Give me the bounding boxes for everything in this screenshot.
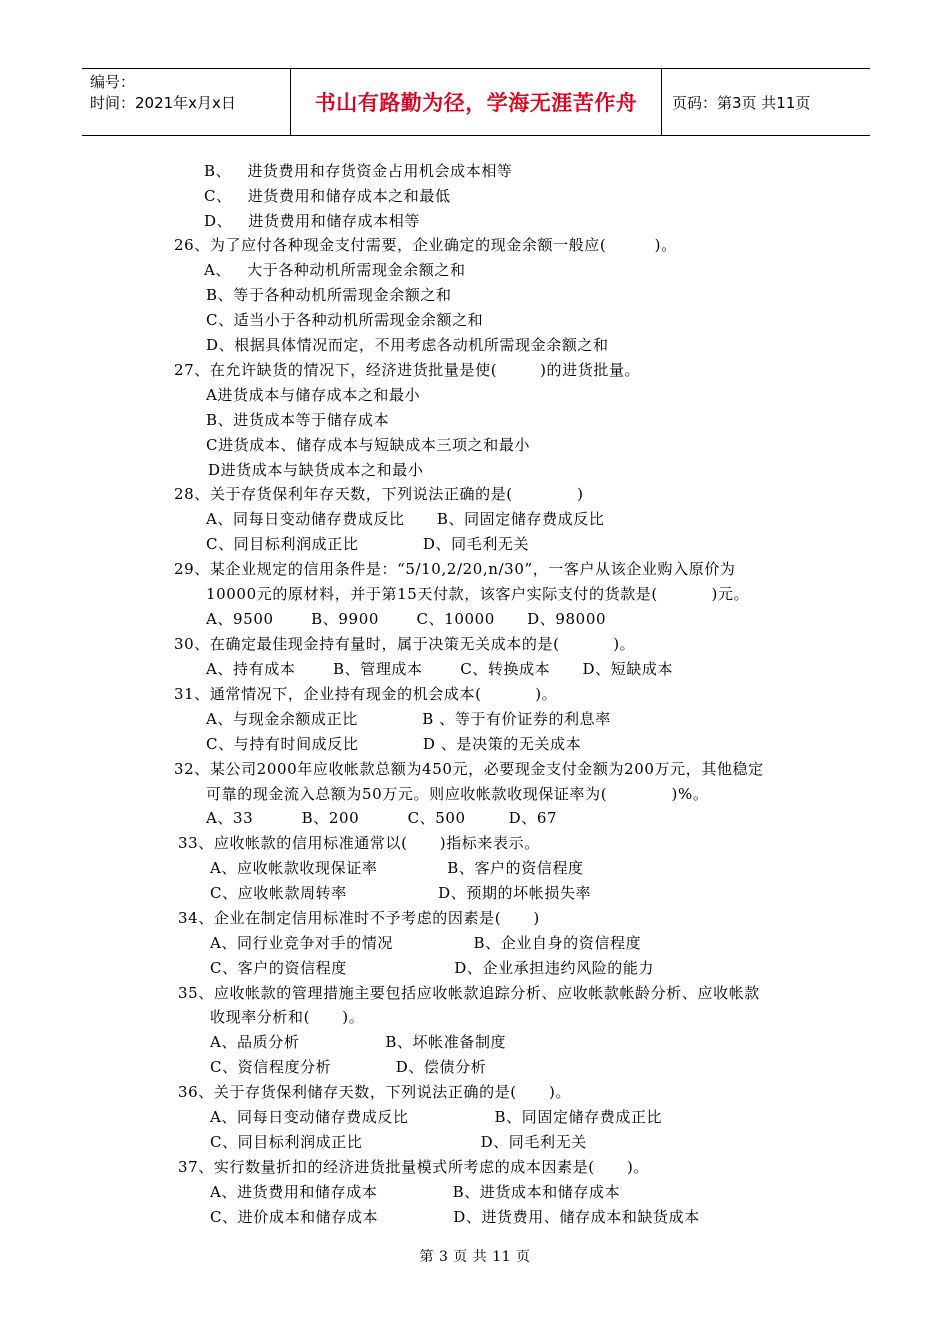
option-line: D、根据具体情况而定，不用考虑各动机所需现金余额之和 bbox=[206, 336, 609, 354]
document-number-label: 编号： bbox=[90, 73, 136, 91]
option-line: B、等于各种动机所需现金余额之和 bbox=[206, 286, 452, 304]
option-line: D进货成本与缺货成本之和最小 bbox=[208, 461, 424, 479]
question-line: 28、关于存货保利年存天数，下列说法正确的是( ) bbox=[174, 485, 584, 503]
option-line: C、 进货费用和储存成本之和最低 bbox=[204, 187, 451, 205]
option-line: C进货成本、储存成本与短缺成本三项之和最小 bbox=[206, 436, 531, 454]
option-line: A进货成本与储存成本之和最小 bbox=[206, 386, 421, 404]
option-line: D、 进货费用和储存成本相等 bbox=[204, 212, 420, 230]
option-line: C、客户的资信程度 D、企业承担违约风险的能力 bbox=[210, 959, 655, 977]
question-line: 31、通常情况下，企业持有现金的机会成本( )。 bbox=[174, 685, 558, 703]
option-line: C、适当小于各种动机所需现金余额之和 bbox=[206, 311, 484, 329]
option-line: B、 进货费用和存货资金占用机会成本相等 bbox=[204, 162, 513, 180]
option-line: A、品质分析 B、坏帐准备制度 bbox=[210, 1033, 507, 1051]
option-line: A、同每日变动储存费成反比 B、同固定储存费成正比 bbox=[210, 1108, 663, 1126]
option-line: A、进货费用和储存成本 B、进货成本和储存成本 bbox=[210, 1183, 621, 1201]
option-line: C、进价成本和储存成本 D、进货费用、储存成本和缺货成本 bbox=[210, 1208, 700, 1226]
question-line: 29、某企业规定的信用条件是：“5/10,2/20,n/30”，一客户从该企业购入原价为 bbox=[174, 560, 736, 578]
question-line: 27、在允许缺货的情况下，经济进货批量是使( )的进货批量。 bbox=[174, 361, 641, 379]
option-line: A、同每日变动储存费成反比 B、同固定储存费成反比 bbox=[206, 510, 605, 528]
option-line: C、同目标利润成正比 D、同毛利无关 bbox=[206, 535, 530, 553]
page-footer: 第 3 页 共 11 页 bbox=[419, 1249, 531, 1265]
option-line: A、同行业竞争对手的情况 B、企业自身的资信程度 bbox=[210, 934, 642, 952]
option-line: B、进货成本等于储存成本 bbox=[206, 411, 390, 429]
question-line: 35、应收帐款的管理措施主要包括应收帐款追踪分析、应收帐款帐龄分析、应收帐款 bbox=[178, 984, 760, 1002]
question-line: 32、某公司2000年应收帐款总额为450元，必要现金支付金额为200万元，其他稳定 bbox=[174, 760, 764, 778]
question-line: 10000元的原材料，并于第15天付款，该客户实际支付的货款是( )元。 bbox=[206, 585, 750, 603]
question-line: 34、企业在制定信用标准时不予考虑的因素是( ) bbox=[178, 909, 540, 927]
option-line: A、 大于各种动机所需现金余额之和 bbox=[204, 261, 466, 279]
header-page-info: 页码：第3页 共11页 bbox=[672, 93, 811, 112]
question-line: 36、关于存货保利储存天数，下列说法正确的是( )。 bbox=[178, 1083, 572, 1101]
question-line: 收现率分析和( )。 bbox=[210, 1008, 365, 1026]
page-header bbox=[82, 68, 870, 136]
option-line: C、资信程度分析 D、偿债分析 bbox=[210, 1058, 487, 1076]
question-line: 26、为了应付各种现金支付需要，企业确定的现金余额一般应( )。 bbox=[174, 236, 677, 254]
option-line: A、应收帐款收现保证率 B、客户的资信程度 bbox=[210, 859, 584, 877]
option-line: A、持有成本 B、管理成本 C、转换成本 D、短缺成本 bbox=[206, 660, 674, 678]
option-line: A、与现金余额成正比 B 、等于有价证券的利息率 bbox=[206, 710, 611, 728]
option-line: C、同目标利润成正比 D、同毛利无关 bbox=[210, 1133, 587, 1151]
question-line: 可靠的现金流入总额为50万元。则应收帐款收现保证率为( )%。 bbox=[206, 785, 709, 803]
document-date-label: 时间：2021年x月x日 bbox=[90, 94, 236, 112]
option-line: A、33 B、200 C、500 D、67 bbox=[206, 809, 558, 827]
option-line: A、9500 B、9900 C、10000 D、98000 bbox=[206, 610, 607, 628]
question-line: 37、实行数量折扣的经济进货批量模式所考虑的成本因素是( )。 bbox=[178, 1158, 650, 1176]
header-meta bbox=[82, 69, 291, 135]
question-line: 33、应收帐款的信用标准通常以( )指标来表示。 bbox=[178, 834, 540, 852]
question-line: 30、在确定最佳现金持有量时，属于决策无关成本的是( )。 bbox=[174, 635, 636, 653]
option-line: C、与持有时间成反比 D 、是决策的无关成本 bbox=[206, 735, 582, 753]
option-line: C、应收帐款周转率 D、预期的坏帐损失率 bbox=[210, 884, 592, 902]
header-motto: 书山有路勤为径，学海无涯苦作舟 bbox=[291, 69, 662, 135]
